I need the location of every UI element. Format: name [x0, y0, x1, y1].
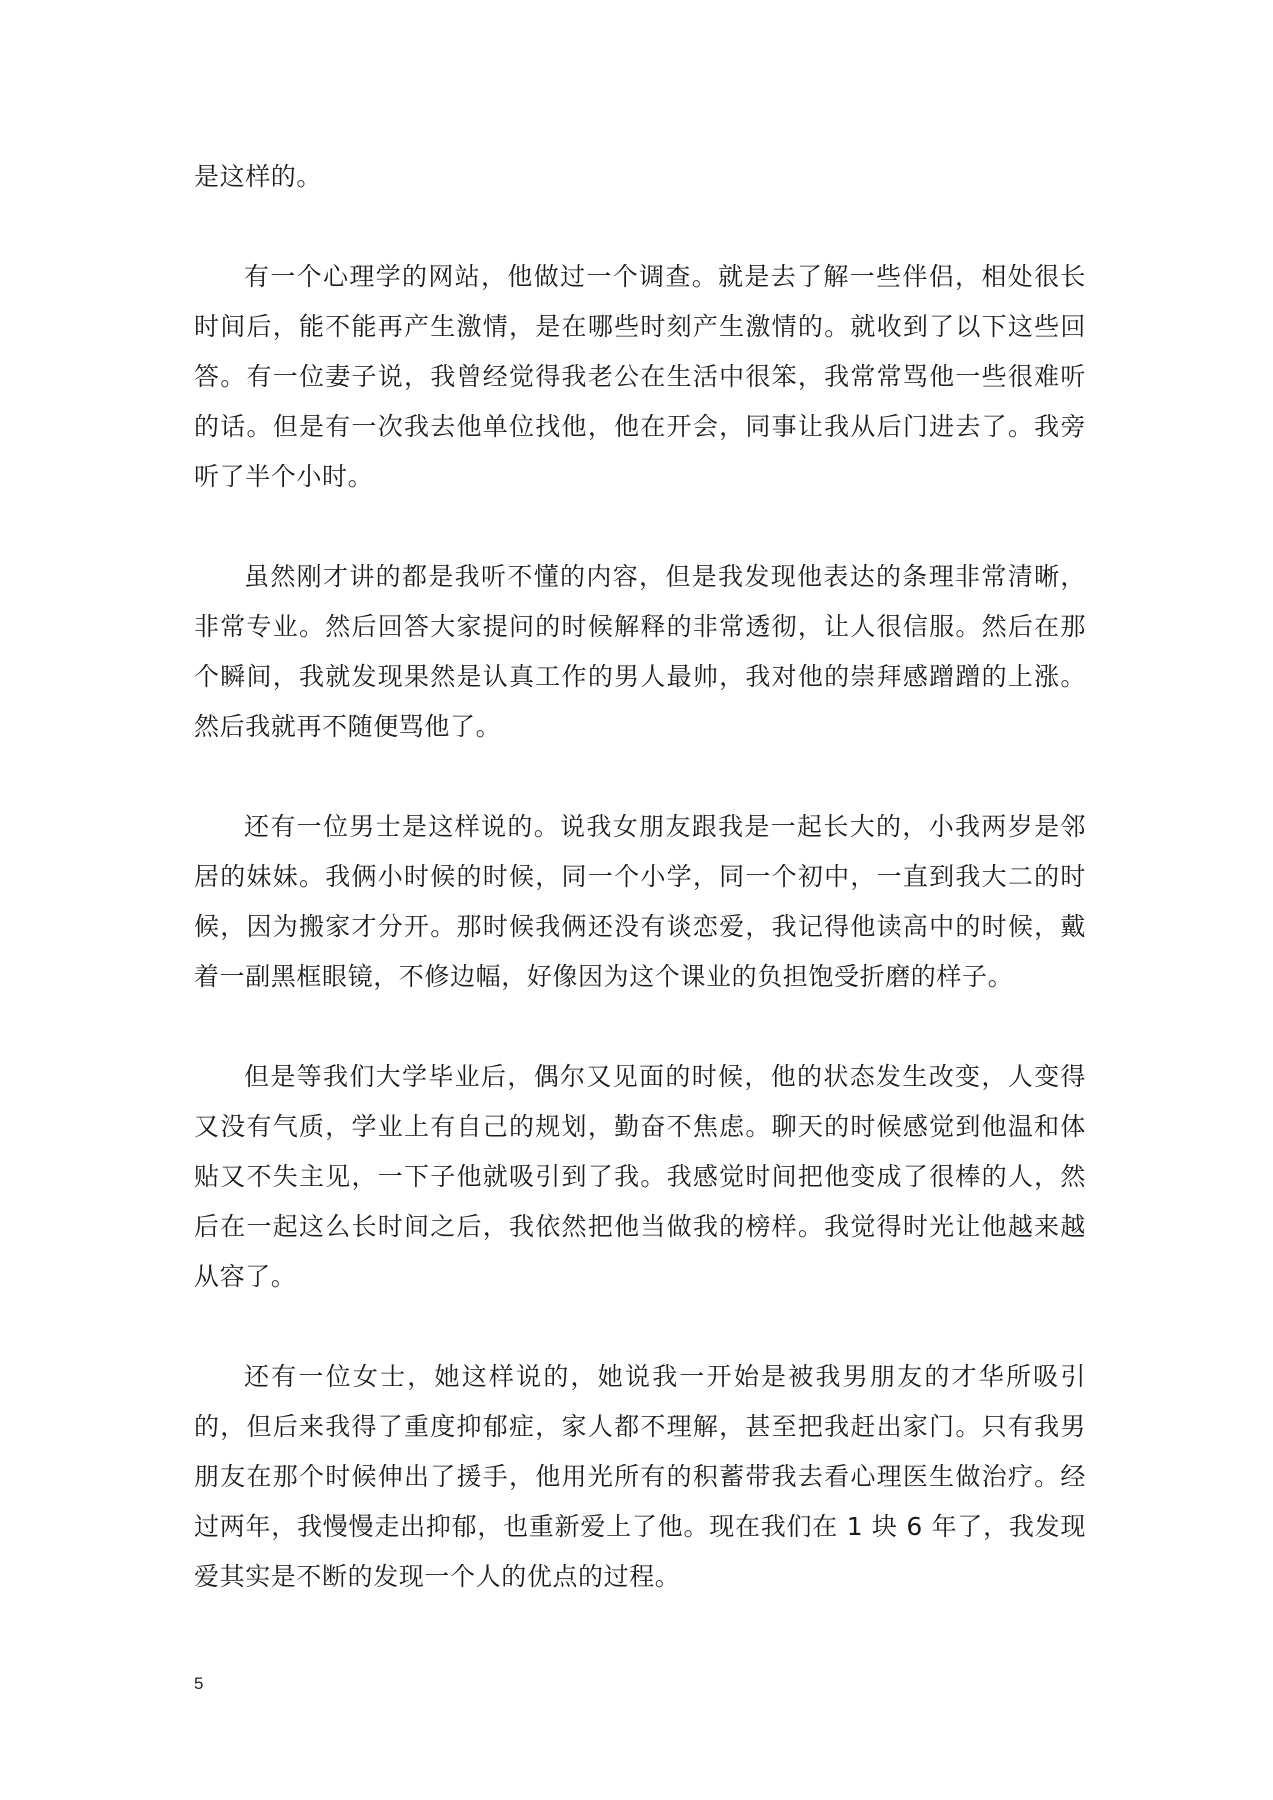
paragraph-2: 有一个心理学的网站，他做过一个调查。就是去了解一些伴侣，相处很长时间后，能不能再产生激情，是在哪些时刻产生激情的。就收到了以下这些回答。有一位妻子说，我曾经觉得我老公在生活中很笨，我常常骂他一些很难听的话。但是有一次我去他单位找他，他在开会，同事让我从后门进去了。我旁听了半个小时。 [194, 262, 1086, 491]
paragraph-gap [194, 1302, 1086, 1352]
page-number: 5 [194, 1674, 204, 1693]
paragraph-4: 还有一位男士是这样说的。说我女朋友跟我是一起长大的，小我两岁是邻居的妹妹。我俩小时候的时候，同一个小学，同一个初中，一直到我大二的时候，因为搬家才分开。那时候我俩还没有谈恋爱，我记得他读高中的时候，戴着一副黑框眼镜，不修边幅，好像因为这个课业的负担饱受折磨的样子。 [194, 812, 1086, 991]
document-body [194, 152, 1086, 1602]
paragraph-gap [194, 1002, 1086, 1052]
paragraph-gap [194, 752, 1086, 802]
paragraph-1: 是这样的。 [194, 162, 323, 191]
paragraph-3: 虽然刚才讲的都是我听不懂的内容，但是我发现他表达的条理非常清晰，非常专业。然后回答大家提问的时候解释的非常透彻，让人很信服。然后在那个瞬间，我就发现果然是认真工作的男人最帅，我对他的崇拜感蹭蹭的上涨。然后我就再不随便骂他了。 [194, 562, 1086, 741]
paragraph-gap [194, 502, 1086, 552]
paragraph-gap [194, 202, 1086, 252]
paragraph-6: 还有一位女士，她这样说的，她说我一开始是被我男朋友的才华所吸引的，但后来我得了重度抑郁症，家人都不理解，甚至把我赶出家门。只有我男朋友在那个时候伸出了援手，他用光所有的积蓄带我去看心理医生做治疗。经过两年，我慢慢走出抑郁，也重新爱上了他。现在我们在 1 块 6 年了，我发现爱其实是不断的发现一个人的优点的过程。 [194, 1362, 1086, 1591]
paragraph-5: 但是等我们大学毕业后，偶尔又见面的时候，他的状态发生改变，人变得又没有气质，学业上有自己的规划，勤奋不焦虑。聊天的时候感觉到他温和体贴又不失主见，一下子他就吸引到了我。我感觉时间把他变成了很棒的人，然后在一起这么长时间之后，我依然把他当做我的榜样。我觉得时光让他越来越从容了。 [194, 1062, 1086, 1291]
